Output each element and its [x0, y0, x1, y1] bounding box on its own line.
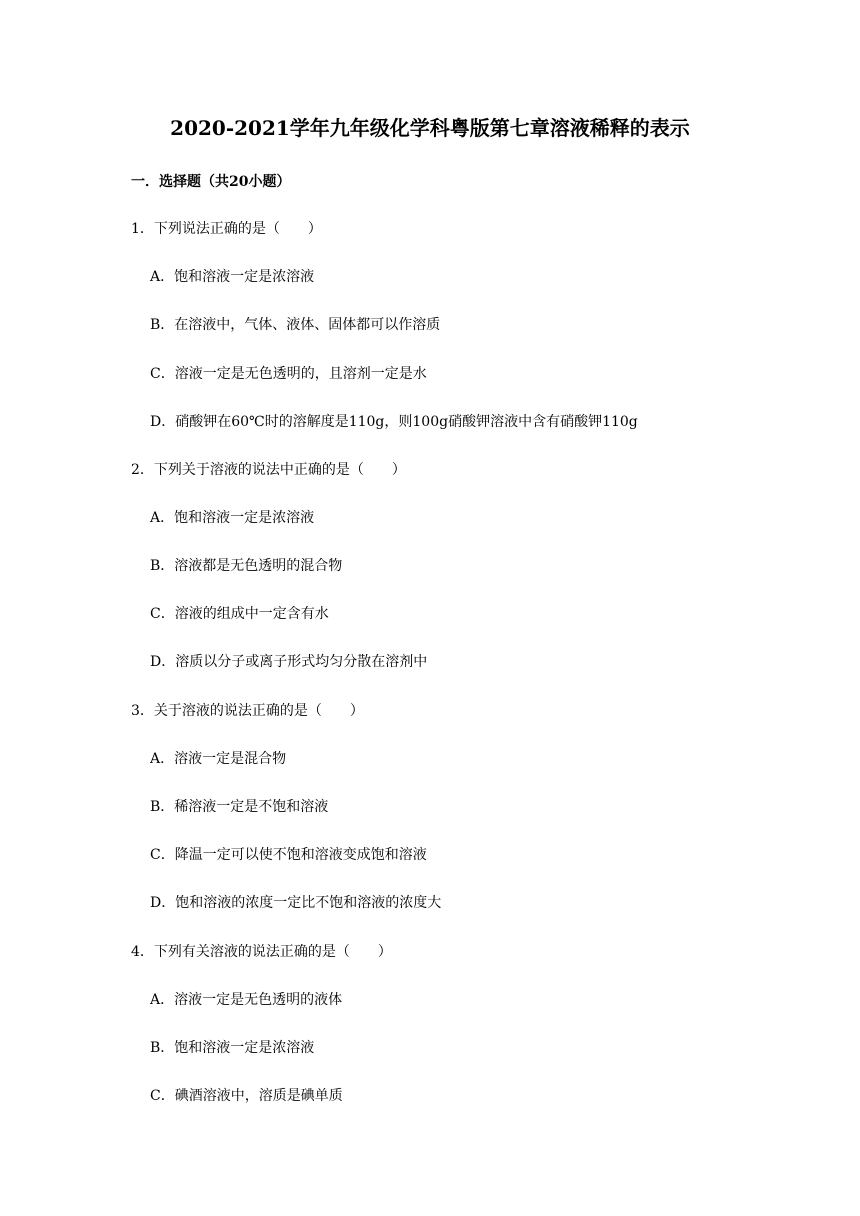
question-number: 1． — [131, 221, 154, 237]
question-2 — [131, 460, 406, 480]
question-3-option-c — [150, 845, 427, 865]
question-4-option-b — [150, 1038, 314, 1058]
question-1 — [131, 219, 322, 239]
question-1-option-a — [150, 267, 314, 287]
question-4 — [131, 942, 392, 962]
option-text: 溶液一定是混合物 — [174, 751, 287, 767]
option-text: 溶液一定是无色透明的液体 — [174, 992, 343, 1008]
option-text: 碘酒溶液中，溶质是碘单质 — [174, 1088, 343, 1104]
option-text: 溶质以分子或离子形式均匀分散在溶剂中 — [175, 654, 428, 670]
question-4-option-a — [150, 990, 342, 1010]
question-3 — [131, 701, 364, 721]
section-heading: 一．选择题（共20小题） — [131, 174, 291, 190]
question-2-option-a — [150, 508, 314, 528]
option-text: 饱和溶液一定是浓溶液 — [174, 269, 315, 285]
option-text: 硝酸钾在60℃时的溶解度是110g，则100g硝酸钾溶液中含有硝酸钾110g — [175, 414, 638, 430]
option-label: C． — [150, 847, 175, 863]
option-label: B． — [150, 558, 175, 574]
option-label: C． — [150, 366, 175, 382]
question-3-option-b — [150, 797, 328, 817]
option-label: D． — [150, 414, 176, 430]
option-label: A． — [150, 992, 175, 1008]
option-label: A． — [150, 751, 175, 767]
option-label: C． — [150, 606, 175, 622]
question-1-option-b — [150, 315, 440, 335]
document-title: 2020-2021学年九年级化学科粤版第七章溶液稀释的表示 — [170, 116, 690, 140]
option-text: 稀溶液一定是不饱和溶液 — [174, 799, 329, 815]
question-number: 3． — [131, 703, 154, 719]
option-label: B． — [150, 1040, 175, 1056]
question-number: 4． — [131, 944, 154, 960]
question-text: 关于溶液的说法正确的是（ ） — [153, 703, 364, 719]
option-text: 饱和溶液一定是浓溶液 — [174, 1040, 315, 1056]
question-text: 下列说法正确的是（ ） — [153, 221, 322, 237]
option-text: 降温一定可以使不饱和溶液变成饱和溶液 — [174, 847, 427, 863]
question-2-option-c — [150, 604, 329, 624]
question-1-option-c — [150, 364, 427, 384]
option-text: 溶液一定是无色透明的，且溶剂一定是水 — [174, 366, 427, 382]
question-2-option-b — [150, 556, 342, 576]
option-label: C． — [150, 1088, 175, 1104]
question-4-option-c — [150, 1086, 343, 1106]
option-text: 溶液的组成中一定含有水 — [174, 606, 329, 622]
question-3-option-d — [150, 893, 441, 913]
option-text: 在溶液中，气体、液体、固体都可以作溶质 — [174, 317, 441, 333]
option-label: D． — [150, 895, 176, 911]
option-text: 饱和溶液的浓度一定比不饱和溶液的浓度大 — [175, 895, 442, 911]
question-text: 下列有关溶液的说法正确的是（ ） — [153, 944, 392, 960]
option-label: B． — [150, 799, 175, 815]
question-3-option-a — [150, 749, 286, 769]
question-2-option-d — [150, 652, 427, 672]
question-number: 2． — [131, 462, 154, 478]
option-label: A． — [150, 510, 175, 526]
option-text: 溶液都是无色透明的混合物 — [174, 558, 343, 574]
question-1-option-d — [150, 412, 638, 432]
option-label: A． — [150, 269, 175, 285]
question-text: 下列关于溶液的说法中正确的是（ ） — [153, 462, 406, 478]
option-text: 饱和溶液一定是浓溶液 — [174, 510, 315, 526]
option-label: D． — [150, 654, 176, 670]
option-label: B． — [150, 317, 175, 333]
